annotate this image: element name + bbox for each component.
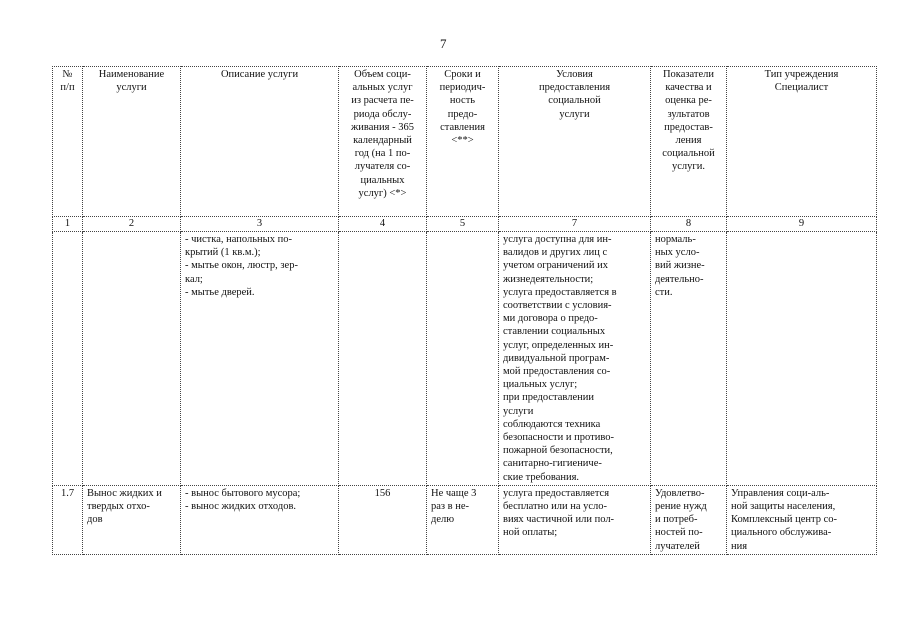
header-terms: Сроки и периодич- ность предо- ставления <**>: [427, 67, 499, 217]
header-description: Описание услуги: [181, 67, 339, 217]
column-number: 3: [181, 217, 339, 232]
row-quality: Удовлетво- рение нужд и потреб- ностей по- лучателей: [651, 485, 727, 554]
row-num: [53, 232, 83, 486]
row-description: - вынос бытового мусора; - вынос жидких отходов.: [181, 485, 339, 554]
page-number: 7: [440, 36, 447, 51]
row-name: [83, 232, 181, 486]
services-table: [52, 66, 877, 555]
row-description: - чистка, напольных по- крытий (1 кв.м.); - мытье окон, люстр, зер- кал; - мытье дверей.: [181, 232, 339, 486]
column-number: 5: [427, 217, 499, 232]
table-row: [53, 232, 877, 486]
row-terms: Не чаще 3 раз в не- делю: [427, 485, 499, 554]
row-institution: [727, 232, 877, 486]
header-institution: Тип учреждения Специалист: [727, 67, 877, 217]
row-quality: нормаль- ных усло- вий жизне- деятельно- сти.: [651, 232, 727, 486]
row-num: 1.7: [53, 485, 83, 554]
column-number: 4: [339, 217, 427, 232]
row-institution: Управления соци-аль- ной защиты населения, Комплексный центр со- циального обслужива- ния: [727, 485, 877, 554]
row-name: Вынос жидких и твердых отхо- дов: [83, 485, 181, 554]
header-quality: Показатели качества и оценка ре- зультатов предостав- ления социальной услуги.: [651, 67, 727, 217]
row-terms: [427, 232, 499, 486]
row-volume: 156: [339, 485, 427, 554]
table-row: [53, 485, 877, 554]
row-volume: [339, 232, 427, 486]
column-number: 9: [727, 217, 877, 232]
column-number: 7: [499, 217, 651, 232]
header-row: [53, 67, 877, 217]
column-number: 1: [53, 217, 83, 232]
header-num: № п/п: [53, 67, 83, 217]
column-number-row: [53, 217, 877, 232]
row-conditions: услуга доступна для ин- валидов и других лиц с учетом ограничений их жизнедеятельности; услуга предоставляется в соответствии с условия- ми договора о предо- ставлении социальных услуг, определенных ин- дивидуальной програм- мой предоставления со- циальных услуг; при предоставлении услуги соблюдаются техника безопасности и противо- пожарной безопасности, санитарно-гигиениче- ские требования.: [499, 232, 651, 486]
column-number: 2: [83, 217, 181, 232]
header-volume: Объем соци- альных услуг из расчета пе- риода обслу- живания - 365 календарный год (на 1 по- лучателя со- циальных услуг) <*>: [339, 67, 427, 217]
header-conditions: Условия предоставления социальной услуги: [499, 67, 651, 217]
column-number: 8: [651, 217, 727, 232]
row-conditions: услуга предоставляется бесплатно или на усло- виях частичной или пол- ной оплаты;: [499, 485, 651, 554]
header-name: Наименование услуги: [83, 67, 181, 217]
